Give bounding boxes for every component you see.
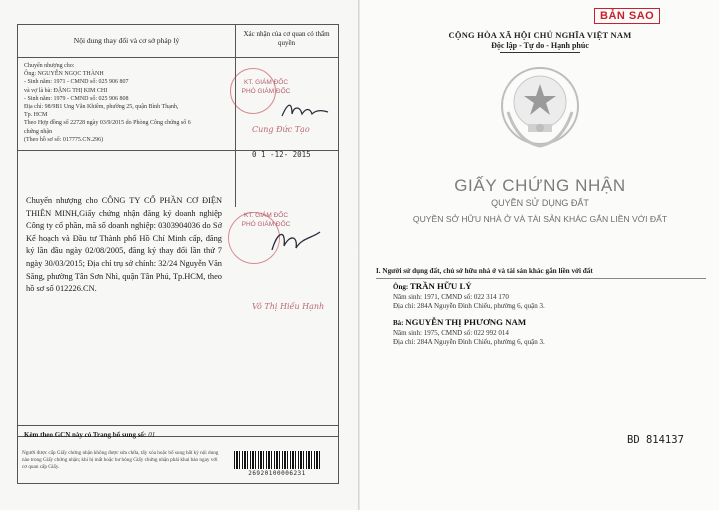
owner-name: TRẦN HỮU LÝ bbox=[409, 281, 472, 291]
owner-birth-id: Năm sinh: 1971, CMND số: 022 314 170 bbox=[393, 292, 509, 301]
entry-line: và vợ là bà: ĐẶNG THỊ KIM CHI bbox=[24, 87, 108, 94]
owner-name: NGUYỄN THỊ PHƯƠNG NAM bbox=[405, 317, 527, 327]
owner-2 bbox=[393, 318, 693, 348]
table-header bbox=[18, 25, 338, 58]
stamp2-subtitle: PHÓ GIÁM ĐỐC bbox=[241, 221, 291, 228]
transfer-entry-1 bbox=[24, 62, 231, 144]
owner-title: Bà: bbox=[393, 319, 404, 327]
entry-line: Theo Hợp đồng số 22728 ngày 03/9/2015 do Phòng Công chứng số 6 bbox=[24, 120, 191, 127]
signature-icon bbox=[280, 100, 330, 122]
national-emblem-icon bbox=[498, 62, 582, 150]
usage-note: Người được cấp Giấy chứng nhận không được sửa chữa, tẩy xóa hoặc bổ sung bất kỳ nội dung nào trong Giấy chứng nhận; khi bị mất hoặc hư hỏng Giấy chứng nhận phải khai báo ngay với cơ quan cấp Giấy. bbox=[22, 450, 219, 470]
certificate-subtitle-1: QUYỀN SỬ DỤNG ĐẤT bbox=[491, 198, 589, 208]
copy-stamp: BẢN SAO bbox=[594, 8, 660, 24]
certificate-title: GIẤY CHỨNG NHẬN bbox=[454, 176, 626, 195]
header-confirmation: Xác nhận của cơ quan có thẩm quyền bbox=[243, 30, 330, 47]
owner-1 bbox=[393, 282, 693, 312]
section-heading: I. Người sử dụng đất, chủ sở hữu nhà ở và tài sản khác gắn liền với đất bbox=[376, 267, 593, 275]
barcode-icon bbox=[234, 451, 320, 469]
entry-line: chứng nhận bbox=[24, 128, 53, 135]
signature-icon bbox=[268, 226, 324, 256]
stamp2-title: KT. GIÁM ĐỐC bbox=[243, 212, 289, 219]
certificate-subtitle-2: QUYỀN SỞ HỮU NHÀ Ở VÀ TÀI SẢN KHÁC GẮN LIỀN VỚI ĐẤT bbox=[412, 214, 668, 224]
supplement-label-text: Kèm theo GCN này có Trang bổ sung số: bbox=[24, 431, 147, 439]
entry-line: Địa chỉ: 98/9B1 Ung Văn Khiêm, phường 25, quận Bình Thạnh, bbox=[24, 104, 179, 111]
entry-line: - Sinh năm: 1971 - CMND số: 025 906 807 bbox=[24, 79, 129, 86]
section-underline bbox=[376, 278, 706, 279]
entry-line: (Theo hồ sơ số: 017775.CN.296) bbox=[24, 136, 104, 143]
supplement-page-number: 01 bbox=[148, 431, 156, 439]
row-divider bbox=[18, 425, 338, 426]
owner-title: Ông: bbox=[393, 283, 409, 291]
entry-line: Chuyển nhượng cho: bbox=[24, 63, 75, 69]
confirmation-date: 0 1 -12- 2015 bbox=[252, 150, 311, 159]
owner-birth-id: Năm sinh: 1975, CMND số: 022 992 014 bbox=[393, 328, 509, 337]
nation-name: CỘNG HÒA XÃ HỘI CHỦ NGHĨA VIỆT NAM bbox=[448, 30, 632, 40]
entry-line: - Sinh năm: 1979 - CMND số: 025 906 808 bbox=[24, 95, 129, 102]
stamp1-subtitle: PHÓ GIÁM ĐỐC bbox=[241, 88, 291, 95]
barcode-number: 26920100006231 bbox=[248, 470, 306, 477]
nation-motto: Độc lập - Tự do - Hạnh phúc bbox=[491, 41, 589, 50]
entry-line: Ông: NGUYỄN NGỌC THÀNH bbox=[24, 71, 104, 78]
stamp1-title: KT. GIÁM ĐỐC bbox=[243, 79, 289, 86]
signer2-name: Võ Thị Hiếu Hạnh bbox=[252, 302, 325, 311]
certificate-serial: BD 814137 bbox=[627, 434, 684, 446]
entry-line: Tp. HCM bbox=[24, 112, 48, 119]
owner-address: Địa chỉ: 284A Nguyễn Đình Chiểu, phường 6, quận 3. bbox=[393, 338, 545, 346]
supplement-page-label bbox=[24, 431, 155, 439]
header-changes: Nội dung thay đổi và cơ sở pháp lý bbox=[18, 25, 236, 57]
signer1-name: Cung Đức Tạo bbox=[252, 125, 310, 134]
owner-address: Địa chỉ: 284A Nguyễn Đình Chiểu, phường 6, quận 3. bbox=[393, 302, 545, 310]
motto-underline bbox=[500, 52, 580, 53]
transfer-entry-2: Chuyển nhượng cho CÔNG TY CỔ PHẦN CƠ ĐIỆN THIÊN MINH,Giấy chứng nhận đăng ký doanh nghiệp Công ty cổ phần, mã số doanh nghiệp: 0303904036 do Sở Kế hoạch và Đầu tư Thành phố Hồ Chí Minh cấp, đăng ký lần đầu ngày 02/08/2005, đăng ký thay đổi lần thứ 7 ngày 30/03/2015; Địa chỉ trụ sở chính: 32/24 Nguyễn Văn Săng, phường Tân Sơn Nhì, quận Tân Phú, Tp.HCM, theo hồ sơ số 012226.CN. bbox=[26, 196, 222, 294]
